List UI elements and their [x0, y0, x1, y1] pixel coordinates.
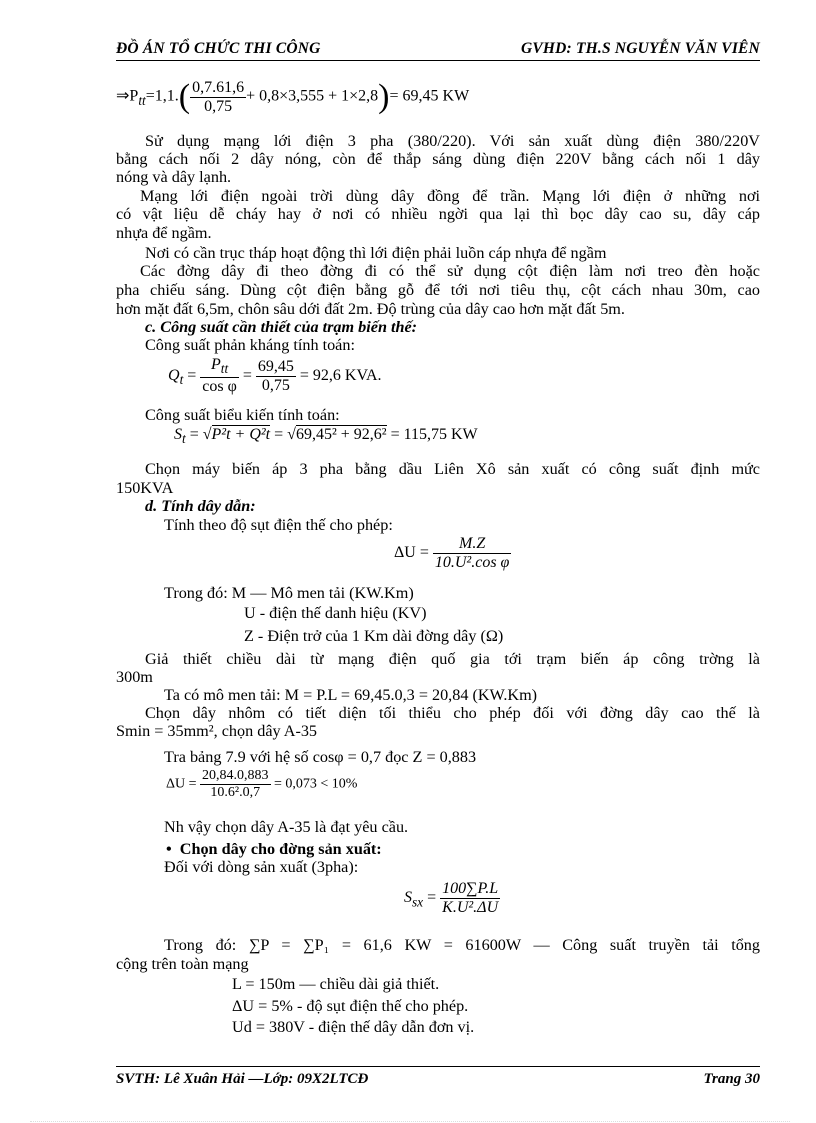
eq-du2-result: = 0,073 < 10%: [274, 776, 358, 792]
eq-s-lhs: S: [174, 426, 182, 443]
header-left: ĐỒ ÁN TỔ CHỨC THI CÔNG: [116, 40, 321, 57]
eq1-unit: KW: [442, 87, 470, 105]
equation-s: $S_t = √P^2t + Q^2t = √69,45^2 + 92,6^2 = 115,75$ KW: [174, 426, 478, 447]
para-13-line-2: cộng trên toàn mạng: [116, 955, 249, 973]
para-4-line-2: pha chiếu sáng. Dùng cột điện bằng gỗ để tới nơi tiêu thụ, cột cách nhau 30m, cao: [116, 281, 760, 299]
equation-du-numeric: [166, 768, 357, 801]
eq1-rest: + 0,8×3,555 + 1×2,8: [246, 87, 379, 105]
para-8: Ta có mô men tải: M = P.L = 69,45.0,3 = 20,84 (KW.Km): [164, 686, 538, 704]
para-9-line-1: Chọn dây nhôm có tiết diện tối thiểu cho phép đối với đờng dây cao thế là: [145, 704, 760, 722]
eq-ssx-frac: [440, 880, 500, 917]
definition-l: L = 150m — chiều dài giả thiết.: [232, 975, 440, 993]
equation-ptt: $\Rightarrow P_{tt}=1,1$.( $\frac{0,7.61,6}{0,75}$ + 0,8×3,555 + 1×2,8)= 69,45 KW: [116, 78, 470, 115]
para-10: Tra bảng 7.9 với hệ số cosφ = 0,7 đọc Z = 0,883: [164, 748, 477, 766]
para-1-line-2: bằng cách nối 2 dây nóng, còn để thắp sáng dùng điện 220V bằng cách nối 1 dây: [116, 150, 760, 168]
eq-q-unit: KVA.: [344, 366, 382, 384]
para-2-line-3: nhựa để ngầm.: [116, 224, 212, 242]
eq-s-result: = 115,75: [390, 426, 447, 443]
eq-ssx-lhs-sub: sx: [412, 894, 424, 910]
eq-du2-den: 10.6².0,7: [210, 785, 261, 800]
eq-q-result: = 92,6: [299, 366, 341, 384]
eq-s-radicand-2: 69,45² + 92,6²: [295, 426, 387, 443]
eq1-fraction: [190, 79, 246, 116]
bullet-item: [166, 840, 810, 858]
para-5-line-2: 150KVA: [116, 479, 174, 497]
eq-s-lhs-sub: t: [182, 431, 186, 447]
where-line-3: Z - Điện trở của 1 Km dài đờng dây (Ω): [244, 627, 504, 645]
bullet-text: Chọn dây cho đờng sản xuất:: [179, 840, 382, 858]
reactive-power-label: Công suất phản kháng tính toán:: [145, 336, 355, 354]
eq1-coef: =1,1.: [145, 87, 179, 105]
eq-q-num2: 69,45: [257, 357, 294, 375]
para-2-line-1: Mạng lới điện ngoài trời dùng dây đồng để trần. Mạng lới điện ở những nơi: [140, 187, 760, 205]
bottom-dotted-rule: [30, 1121, 790, 1122]
eq1-num: 0,7.61,6: [192, 78, 245, 96]
para-4-line-1: Các đờng dây đi theo đờng đi có thể sử dụng cột điện làm nơi treo đèn hoặc: [140, 262, 760, 280]
eq-q-num1: P: [210, 356, 221, 373]
equation-ssx: $S_{sx}$ = $\frac{100\sum P.L}{\text{K.U².ΔU}}$: [404, 880, 499, 916]
eq-du2-frac: [200, 768, 271, 801]
para-5-line-1: Chọn máy biến áp 3 pha bằng dầu Liên Xô sản xuất có công suất định mức: [145, 460, 760, 478]
where-line-1: Trong đó: M — Mô men tải (KW.Km): [164, 584, 414, 602]
para-4-line-3: hơn mặt đất 6,5m, chôn sâu dới đất 2m. Độ trùng của dây cao hơn mặt đất 5m.: [116, 300, 625, 318]
para-13-line-1: Trong đó: ∑P = ∑P₁ = 61,6 KW = 61600W — Công suất truyền tải tổng: [164, 936, 760, 954]
para-11: Nh vậy chọn dây A-35 là đạt yêu cầu.: [164, 818, 409, 836]
para-3: Nơi có cần trục tháp hoạt động thì lới điện phải luồn cáp nhựa để ngầm: [145, 244, 607, 262]
eq1-lhs: ⇒P: [116, 87, 139, 105]
page-footer: [116, 1066, 760, 1089]
equation-q: $Q_t$ = $\frac{P_{tt}}{\text{cos φ}}$ = $\frac{69,45}{0,75}$ = 92,6 KVA.: [168, 356, 382, 396]
para-7-line-2: 300m: [116, 668, 153, 686]
eq-ssx-den: K.U².ΔU: [442, 899, 499, 916]
eq-q-frac-1: [200, 356, 239, 396]
where-line-2: U - điện thế danh hiệu (KV): [244, 604, 427, 622]
bullet-icon: •: [166, 840, 172, 858]
eq-du2-num: 20,84.0,883: [202, 768, 269, 783]
eq-q-lhs: Q: [168, 366, 180, 384]
para-7-line-1: Giả thiết chiều dài từ mạng điện quố gia tới trạm biến áp công trờng là: [145, 650, 760, 668]
eq-q-frac-2: [256, 358, 296, 395]
eq-q-den2: 0,75: [261, 376, 290, 394]
eq-du-frac: [433, 535, 512, 572]
eq-q-lhs-sub: t: [179, 371, 184, 387]
eq-du-den: 10.U².cos φ: [434, 554, 510, 571]
para-1-line-1: Sử dụng mạng lới điện 3 pha (380/220). Với sản xuất dùng điện 380/220V: [145, 132, 760, 150]
eq-s-unit: KW: [451, 426, 478, 443]
definition-du: ΔU = 5% - độ sụt điện thế cho phép.: [232, 997, 469, 1015]
eq-du-lhs: ΔU =: [394, 544, 429, 562]
para-1-line-3: nóng và dây lạnh.: [116, 168, 232, 186]
section-c-title: c. Công suất cần thiết của trạm biến thế:: [145, 318, 418, 336]
eq-du-num: M.Z: [433, 535, 512, 554]
eq1-lhs-sub: tt: [138, 92, 146, 108]
para-9-line-2: Smin = 35mm², chọn dây A-35: [116, 722, 318, 740]
eq-du2-lhs: ΔU =: [166, 776, 197, 792]
apparent-power-label: Công suất biểu kiến tính toán:: [145, 406, 340, 424]
document-page: [116, 38, 760, 1088]
eq1-result: = 69,45: [389, 87, 439, 105]
eq-s-radicand-1: P²t + Q²t: [211, 426, 271, 443]
header-right: GVHD: TH.S NGUYỄN VĂN VIÊN: [520, 40, 760, 57]
definition-ud: Ud = 380V - điện thế dây dẫn đơn vị.: [232, 1018, 475, 1036]
page-header: [116, 40, 760, 61]
eq-q-den1: cos φ: [202, 378, 237, 396]
section-d-title: d. Tính dây dẫn:: [145, 497, 256, 515]
eq-ssx-num: 100∑P.L: [442, 880, 499, 897]
eq-ssx-lhs: S: [404, 889, 412, 907]
eq-q-num1-sub: tt: [220, 361, 229, 377]
footer-left: SVTH: Lê Xuân Hải —Lớp: 09X2LTCĐ: [116, 1071, 369, 1087]
footer-right: Trang 30: [703, 1071, 760, 1087]
para-6: Tính theo độ sụt điện thế cho phép:: [164, 516, 393, 534]
para-2-line-2: có vật liệu dễ cháy hay ở nơi có nhiều ngời qua lại thì bọc dây cao su, dây cáp: [116, 205, 760, 223]
eq1-den: 0,75: [204, 97, 233, 115]
para-12: Đối với dòng sản xuất (3pha):: [164, 858, 359, 876]
equation-du: [394, 535, 511, 572]
